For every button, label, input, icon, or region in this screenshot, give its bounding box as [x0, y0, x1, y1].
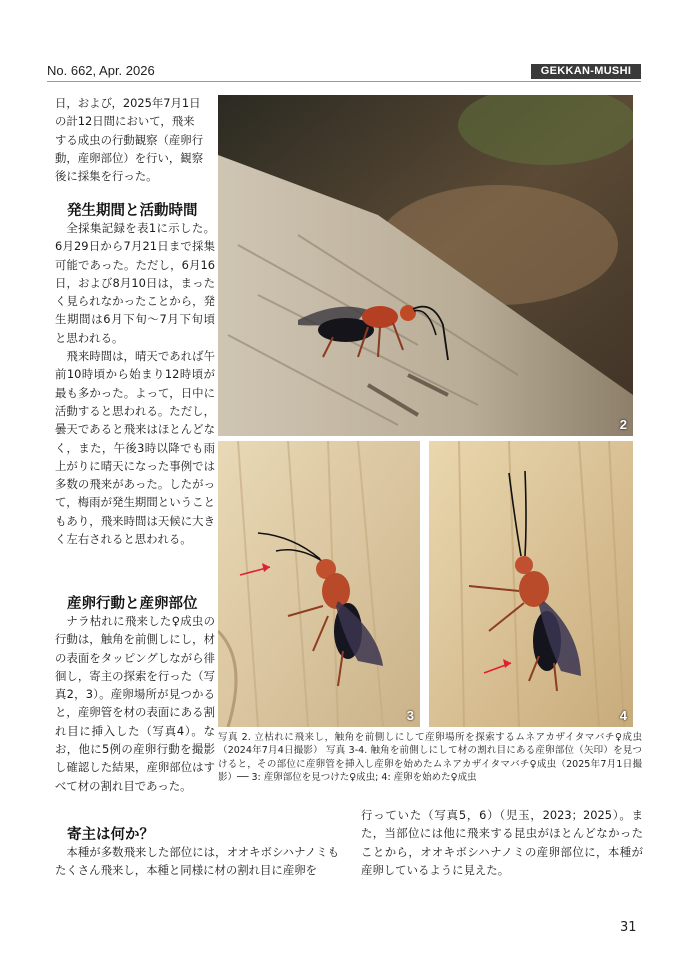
intro-line: する成虫の行動観察（産卵行	[55, 132, 204, 147]
paragraph: 飛来時間は，晴天であれば午前10時頃から始まり12時頃が最も多かった。よって，日中に活動すると思われる。ただし，曇天であると飛来はほとんどなく，また，午後3時以降でも雨上がりに晴天になった事例では多数の飛来があった。したがって，梅雨が発生期間ということもあり，飛来時間は天候に大きく左右されると思われる。	[55, 349, 215, 547]
section-body-host	[55, 843, 339, 880]
issue-number: No. 662, Apr. 2026	[47, 63, 155, 78]
intro-line: の計12日間において，飛来	[55, 114, 195, 129]
photo-caption: 写真 2. 立枯れに飛来し，触角を前側しにして産卵場所を探索するムネアカザイタマバチ♀成虫（2024年7月4日撮影） 写真 3-4. 触角を前側しにして材の割れ目にある産卵部位（矢印）を見つけると，その部位に産卵管を挿入し産卵を始めたムネアカザイタマバチ♀成虫（2025年7月1日撮影）── 3: 産卵部位を見つけた♀成虫; 4: 産卵を始めた♀成虫	[218, 732, 642, 784]
journal-name-banner: GEKKAN-MUSHI	[531, 64, 641, 79]
photo-number-4: 4	[619, 708, 627, 723]
photo-3-wasp-antennae-forward	[218, 441, 420, 727]
section-body-oviposition	[55, 612, 215, 795]
section-heading-host: 寄主は何か？	[67, 827, 154, 843]
photo-2-wasp-on-log	[218, 95, 633, 436]
header-rule	[47, 81, 641, 82]
section-body-host-continued	[361, 806, 643, 879]
photo-4-wasp-ovipositing	[429, 441, 633, 727]
intro-line: 日，および，2025年7月1日	[55, 96, 201, 110]
section-heading-emergence: 発生期間と活動時間	[67, 203, 198, 219]
paragraph: 本種が多数飛来した部位には，オオキボシハナノミもたくさん飛来し，本種と同様に材の割れ目に産卵を	[55, 845, 339, 878]
paragraph: 全採集記録を表1に示した。6月29日から7月21日まで採集可能であった。ただし，6月16日，および8月10日は，まったく見られなかったことから，発生期間は6月下旬～7月下旬頃と思われる。	[55, 221, 215, 345]
intro-line: 動，産卵部位）を行い，観察	[55, 150, 204, 165]
photo-number-2: 2	[619, 417, 627, 432]
intro-text	[55, 94, 215, 185]
page-number: 31	[620, 920, 637, 935]
section-heading-oviposition: 産卵行動と産卵部位	[67, 596, 198, 612]
intro-line: 後に採集を行った。	[55, 169, 158, 184]
paragraph: ナラ枯れに飛来した♀成虫の行動は，触角を前側しにし，材の表面をタッピングしながら徘徊し，寄主の探索を行った（写真2，3）。産卵場所が見つかると，産卵管を材の表面にある割れ目に挿入した（写真4）。なお，他に5例の産卵行動を撮影し確認した結果，産卵部位はすべて材の割れ目であった。	[55, 614, 215, 793]
paragraph: 行っていた（写真5，6）（児玉，2023；2025）。また，当部位には他に飛来する昆虫がほとんどなかったことから，オオキボシハナノミの産卵部位に，本種が産卵しているように見えた。	[361, 808, 643, 877]
photo-number-3: 3	[406, 708, 414, 723]
section-body-emergence	[55, 219, 215, 548]
